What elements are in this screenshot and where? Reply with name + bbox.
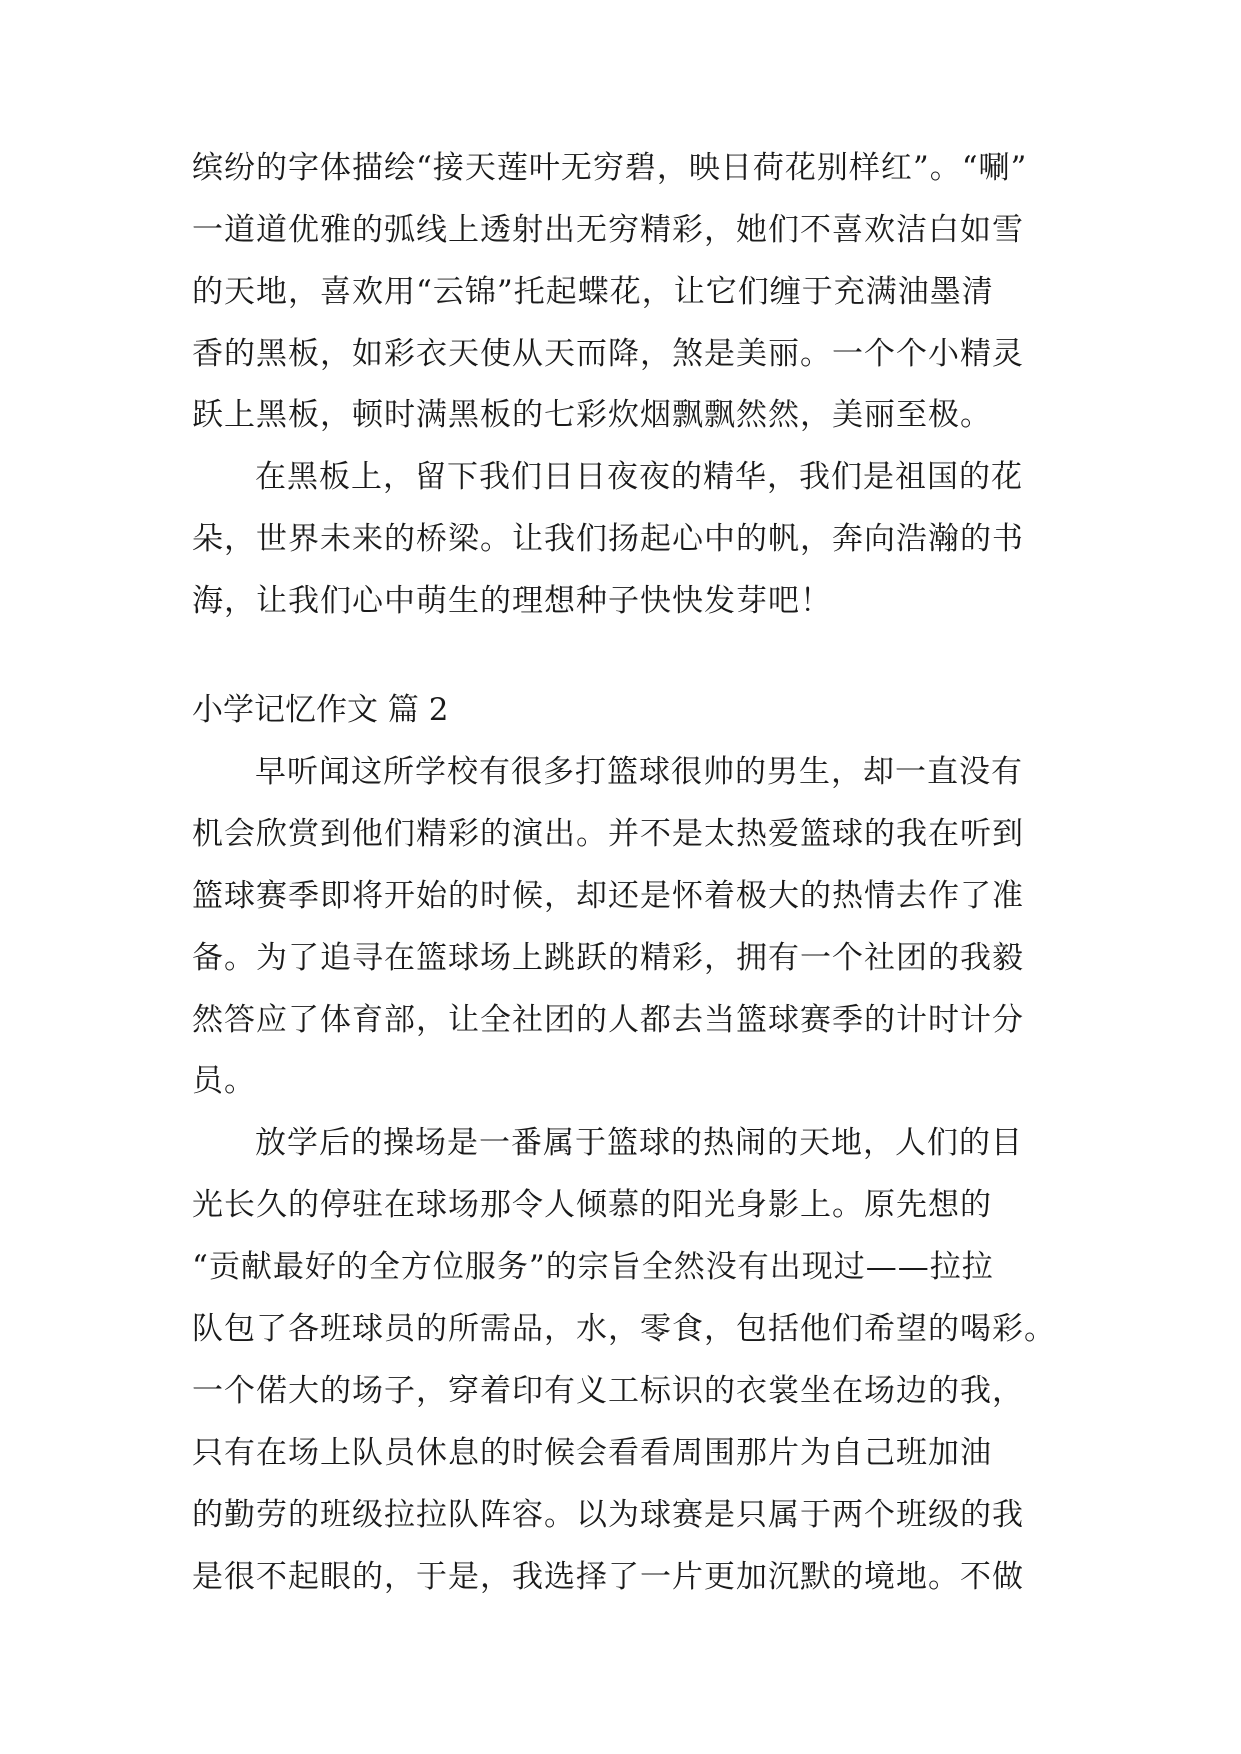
paragraph-line: 一个偌大的场子，穿着印有义工标识的衣裳坐在场边的我，	[192, 1373, 1024, 1409]
paragraph-line: 员。	[192, 1063, 256, 1099]
paragraph-line: 在黑板上，留下我们日日夜夜的精华，我们是祖国的花	[255, 459, 1023, 495]
paragraph-line: 队包了各班球员的所需品，水，零食，包括他们希望的喝彩。	[192, 1311, 1056, 1347]
paragraph-line: 朵，世界未来的桥梁。让我们扬起心中的帆，奔向浩瀚的书	[192, 521, 1024, 557]
paragraph-line: 放学后的操场是一番属于篮球的热闹的天地，人们的目	[255, 1125, 1023, 1161]
paragraph-line: 香的黑板，如彩衣天使从天而降，煞是美丽。一个个小精灵	[192, 336, 1024, 372]
section-heading: 小学记忆作文 篇 2	[192, 692, 449, 728]
paragraph-line: 海，让我们心中萌生的理想种子快快发芽吧！	[192, 583, 832, 619]
paragraph-line: 机会欣赏到他们精彩的演出。并不是太热爱篮球的我在听到	[192, 816, 1024, 852]
paragraph-line: 一道道优雅的弧线上透射出无穷精彩，她们不喜欢洁白如雪	[192, 212, 1024, 248]
paragraph-line: 缤纷的字体描绘“接天莲叶无穷碧，映日荷花别样红”。“唰”	[192, 150, 1028, 186]
paragraph-line: 然答应了体育部，让全社团的人都去当篮球赛季的计时计分	[192, 1002, 1024, 1038]
paragraph-line: 的勤劳的班级拉拉队阵容。以为球赛是只属于两个班级的我	[192, 1497, 1024, 1533]
paragraph-line: 跃上黑板，顿时满黑板的七彩炊烟飘飘然然，美丽至极。	[192, 397, 992, 433]
paragraph-line: 光长久的停驻在球场那令人倾慕的阳光身影上。原先想的	[192, 1187, 992, 1223]
paragraph-line: 只有在场上队员休息的时候会看看周围那片为自己班加油	[192, 1435, 992, 1471]
paragraph-line: 早听闻这所学校有很多打篮球很帅的男生，却一直没有	[255, 754, 1023, 790]
paragraph-line: 的天地，喜欢用“云锦”托起蝶花，让它们缠于充满油墨清	[192, 274, 994, 310]
paragraph-line: 篮球赛季即将开始的时候，却还是怀着极大的热情去作了准	[192, 878, 1024, 914]
paragraph-line: 备。为了追寻在篮球场上跳跃的精彩，拥有一个社团的我毅	[192, 940, 1024, 976]
paragraph-line: 是很不起眼的，于是，我选择了一片更加沉默的境地。不做	[192, 1559, 1024, 1595]
paragraph-line: “贡献最好的全方位服务”的宗旨全然没有出现过——拉拉	[192, 1249, 994, 1285]
